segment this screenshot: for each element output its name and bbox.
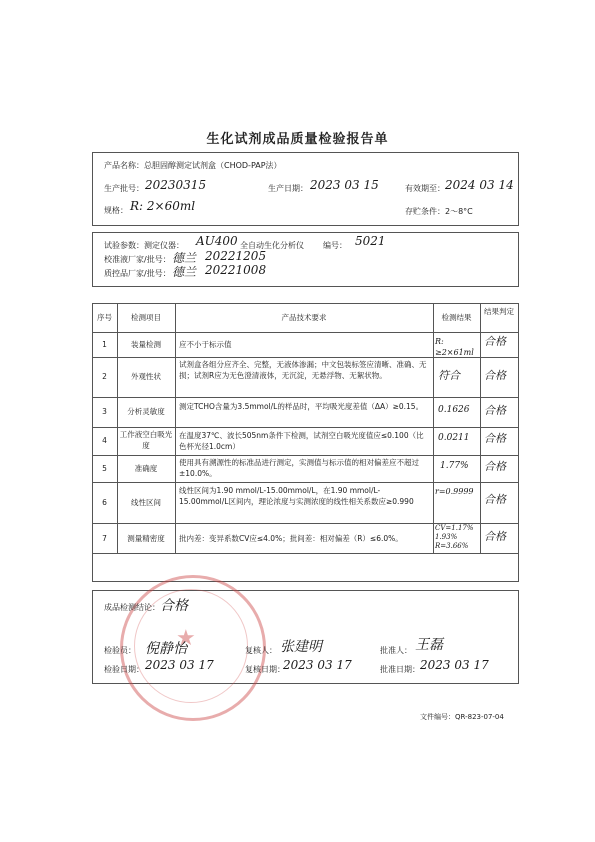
table-hline [92,455,518,456]
row-5-req: 使用具有溯源性的标准品进行测定，实测值与标示值的相对偏差应不超过±10.0%。 [179,458,419,478]
row-3-item: 分析灵敏度 [127,407,165,416]
batch-value: 20230315 [145,178,207,192]
instrument-suffix: 全自动生化分析仪 [240,241,304,250]
qc-mfr: 德兰 [172,265,197,279]
row-7-result: CV=1.17% 1.93% R=3.66% [435,524,474,550]
conclusion-label: 成品检测结论： [104,603,160,612]
header-item: 检测项目 [131,313,161,322]
row-3-result: 0.1626 [438,405,470,415]
prod-date-label: 生产日期： [268,184,308,193]
approve-date-label: 批准日期： [380,665,420,674]
inspector-label: 检验员： [104,646,136,655]
table-vline [433,303,434,553]
row-5-no: 5 [102,464,107,473]
row-6-item: 线性区间 [131,498,161,507]
params-label: 试验参数：测定仪器： [104,241,184,250]
table-hline [92,427,518,428]
batch-label: 生产批号： [104,184,144,193]
row-4-no: 4 [102,436,107,445]
conclusion-value: 合格 [160,598,188,614]
inspect-date-value: 2023 03 17 [145,658,214,672]
row-2-item: 外观性状 [131,372,161,381]
table-hline [92,553,518,554]
row-2-result: 符合 [438,369,460,382]
row-1-req: 应不小于标示值 [179,340,232,349]
prod-date-value: 2023 03 15 [310,178,379,192]
row-7-req: 批内差：变异系数CV应≤4.0%；批间差：相对偏差（R）≤6.0%。 [179,534,403,543]
report-title: 生化试剂成品质量检验报告单 [206,132,389,147]
row-4-item: 工作液空白吸光度 [119,430,173,450]
review-date-label: 复核日期： [245,665,285,674]
row-2-no: 2 [102,372,107,381]
instrument-value: AU400 [196,234,238,248]
reviewer-signature: 张建明 [280,639,322,655]
header-requirement: 产品技术要求 [281,313,327,322]
number-label: 编号： [323,241,347,250]
row-1-item: 装量检测 [131,340,161,349]
row-1-result: R: ≥2×61ml [435,337,474,357]
row-1-verdict: 合格 [484,335,506,348]
row-3-no: 3 [102,407,107,416]
review-date-value: 2023 03 17 [283,658,352,672]
qc-lot: 20221008 [205,263,267,277]
row-6-result: r=0.9999 [435,487,474,496]
row-3-req: 测定TCHO含量为3.5mmol/L的样品时，平均吸光度差值（ΔA）≥0.15。 [179,402,424,411]
row-3-verdict: 合格 [484,404,506,417]
approver-signature: 王磊 [415,637,443,653]
storage-label: 存贮条件：2～8°C [405,207,473,216]
expiry-value: 2024 03 14 [445,178,514,192]
row-7-no: 7 [102,534,107,543]
table-vline [480,303,481,553]
inspect-date-label: 检验日期： [104,665,144,674]
row-2-req: 试剂盒各组分应齐全、完整，无液体渗漏；中文包装标签应清晰、准确、无损；试剂R应为无色澄清液体，无沉淀，无悬浮物、无絮状物。 [179,360,427,380]
table-hline [92,332,518,333]
row-4-verdict: 合格 [484,432,506,445]
table-hline [92,397,518,398]
header-verdict: 结果判定 [484,307,514,316]
row-2-verdict: 合格 [484,369,506,382]
header-no: 序号 [97,313,112,322]
expiry-label: 有效期至： [405,184,445,193]
inspector-signature: 倪静怡 [145,641,187,657]
reviewer-label: 复核人： [245,646,277,655]
product-name: 产品名称：总胆固醇测定试剂盒（CHOD-PAP法） [104,161,282,170]
spec-value: R: 2×60ml [130,199,196,213]
row-6-req: 线性区间为1.90 mmol/L-15.00mmol/L，在1.90 mmol/L-15.00mmol/L区间内，理论浓度与实测浓度的线性相关系数应≥0.990 [179,486,414,506]
row-1-no: 1 [102,340,107,349]
calibrator-lot: 20221205 [205,249,267,263]
calibrator-mfr: 德兰 [172,251,197,265]
row-6-no: 6 [102,498,107,507]
row-5-verdict: 合格 [484,460,506,473]
approver-label: 批准人： [380,646,412,655]
calibrator-label: 校准液厂家/批号： [104,255,171,264]
seal-star-icon: ★ [176,626,196,651]
table-vline [175,303,176,553]
row-4-result: 0.0211 [438,433,470,443]
row-7-item: 测量精密度 [127,534,165,543]
qc-label: 质控品厂家/批号： [104,269,171,278]
header-result: 检测结果 [441,313,472,322]
number-value: 5021 [355,234,386,248]
table-hline [92,482,518,483]
spec-label: 规格： [104,206,128,215]
row-5-item: 准确度 [134,464,158,473]
row-4-req: 在温度37℃、波长505nm条件下检测，试剂空白吸光度值应≤0.100（比色杯光径1.0cm） [179,431,424,451]
approve-date-value: 2023 03 17 [420,658,489,672]
row-5-result: 1.77% [440,461,469,471]
file-number: 文件编号：QR-823-07-04 [420,713,504,721]
row-6-verdict: 合格 [484,493,506,506]
row-7-verdict: 合格 [484,530,506,543]
